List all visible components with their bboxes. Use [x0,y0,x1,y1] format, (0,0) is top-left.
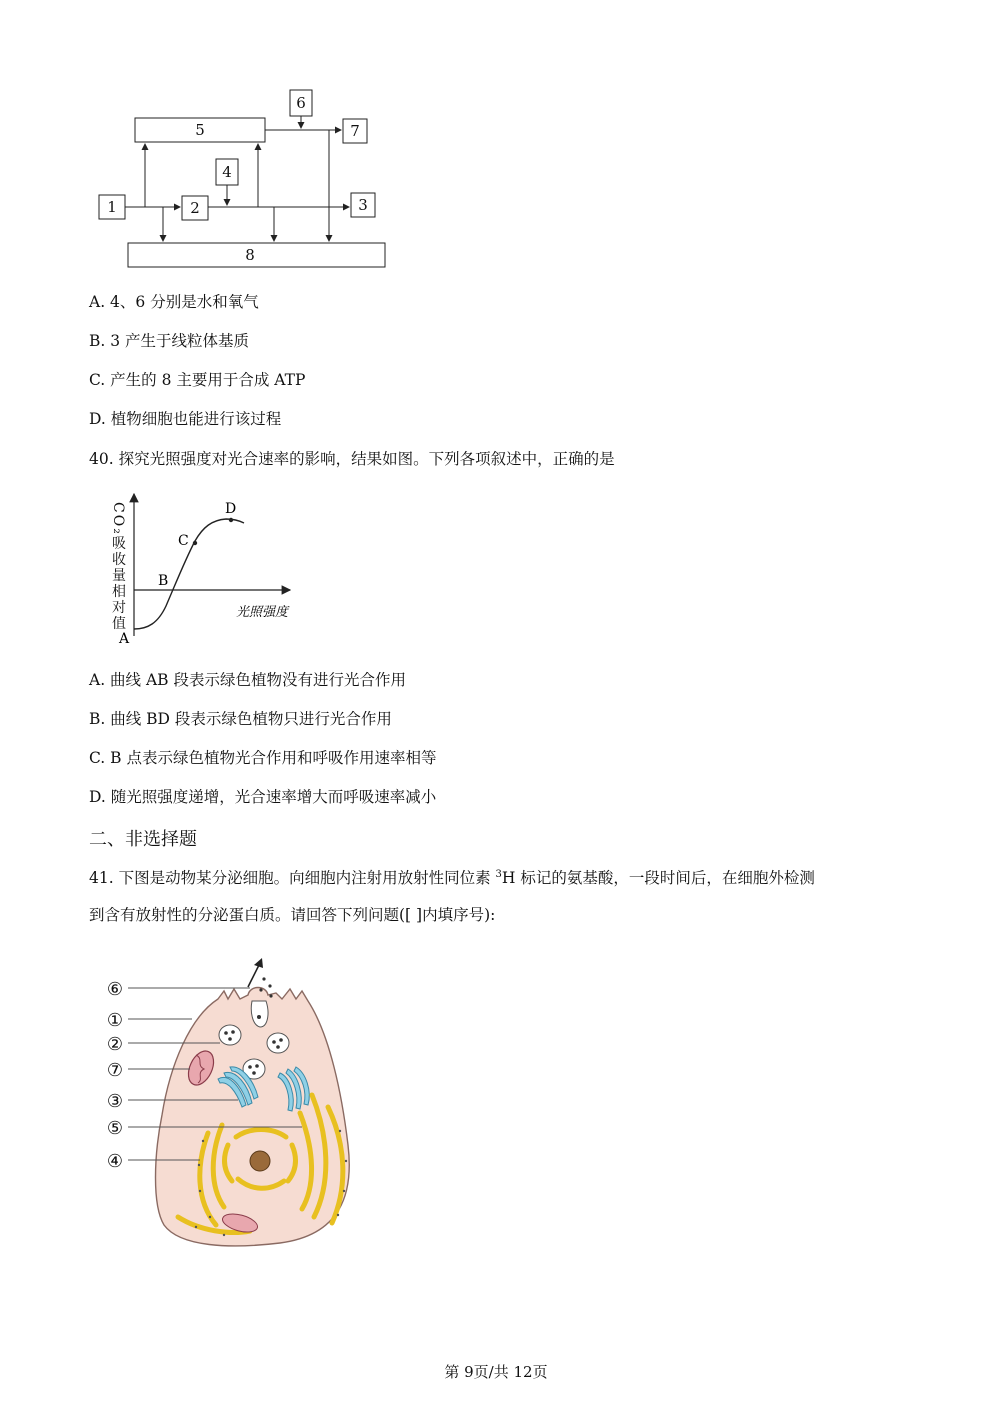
page-footer: 第 9页/共 12页 [444,1363,548,1381]
q39-option-d: D. 植物细胞也能进行该过程 [89,410,282,428]
point-d-label: D [225,501,237,517]
box-label-4: 4 [222,163,232,181]
secretion-arrow [248,963,260,987]
q40-option-a: A. 曲线 AB 段表示绿色植物没有进行光合作用 [89,671,406,689]
isotope-mass: 3 [495,869,502,880]
secretory-cell-diagram [100,955,370,1255]
cell-label-7: ⑦ [106,1060,124,1081]
point-b-label: B [158,573,169,589]
box-label-1: 1 [107,198,117,216]
box-label-7: 7 [350,122,360,140]
q40-option-c: C. B 点表示绿色植物光合作用和呼吸作用速率相等 [89,749,437,767]
q41-stem-part1: 41. 下图是动物某分泌细胞。向细胞内注射用放射性同位素 [89,869,496,888]
box-label-3: 3 [358,196,368,214]
point-c-label: C [178,533,189,549]
point-d-dot [229,518,233,522]
q41-stem-line1 [89,865,815,888]
vesicle-1 [219,1025,241,1045]
q40-option-d: D. 随光照强度递增，光合速率增大而呼吸速率减小 [89,788,437,806]
cell-label-6: ⑥ [106,979,124,1000]
cell-label-1: ① [106,1010,124,1031]
q40-stem: 40. 探究光照强度对光合速率的影响，结果如图。下列各项叙述中，正确的是 [89,450,615,468]
cell-label-4: ④ [106,1151,124,1172]
q39-option-c: C. 产生的 8 主要用于合成 ATP [89,371,306,389]
cell-label-5: ⑤ [106,1118,124,1139]
nucleolus [250,1151,270,1171]
box-label-8: 8 [245,246,255,264]
q39-option-b: B. 3 产生于线粒体基质 [89,332,250,350]
isotope-symbol: H [501,869,516,888]
respiration-flow-diagram [90,84,400,274]
cell-label-2: ② [106,1034,124,1055]
box-label-6: 6 [296,94,306,112]
q41-stem-line2: 到含有放射性的分泌蛋白质。请回答下列问题([ ]内填序号): [89,906,496,924]
point-c-dot [193,541,197,545]
point-a-label: A [119,631,130,647]
box-label-2: 2 [190,199,200,217]
q40-option-b: B. 曲线 BD 段表示绿色植物只进行光合作用 [89,710,392,728]
box-8 [128,243,385,267]
q41-stem-part2: 标记的氨基酸，一段时间后，在细胞外检测 [515,869,815,888]
q39-option-a: A. 4、6 分别是水和氧气 [89,293,259,311]
curve [134,519,244,629]
vesicle-2 [267,1033,289,1053]
box-label-5: 5 [195,121,205,139]
x-axis-label: 光照强度 [236,605,289,620]
cell-label-3: ③ [106,1091,124,1112]
light-intensity-chart [100,488,315,653]
y-axis-label: CO₂吸收量相对值 [110,502,126,632]
section-title: 二、非选择题 [89,829,197,850]
